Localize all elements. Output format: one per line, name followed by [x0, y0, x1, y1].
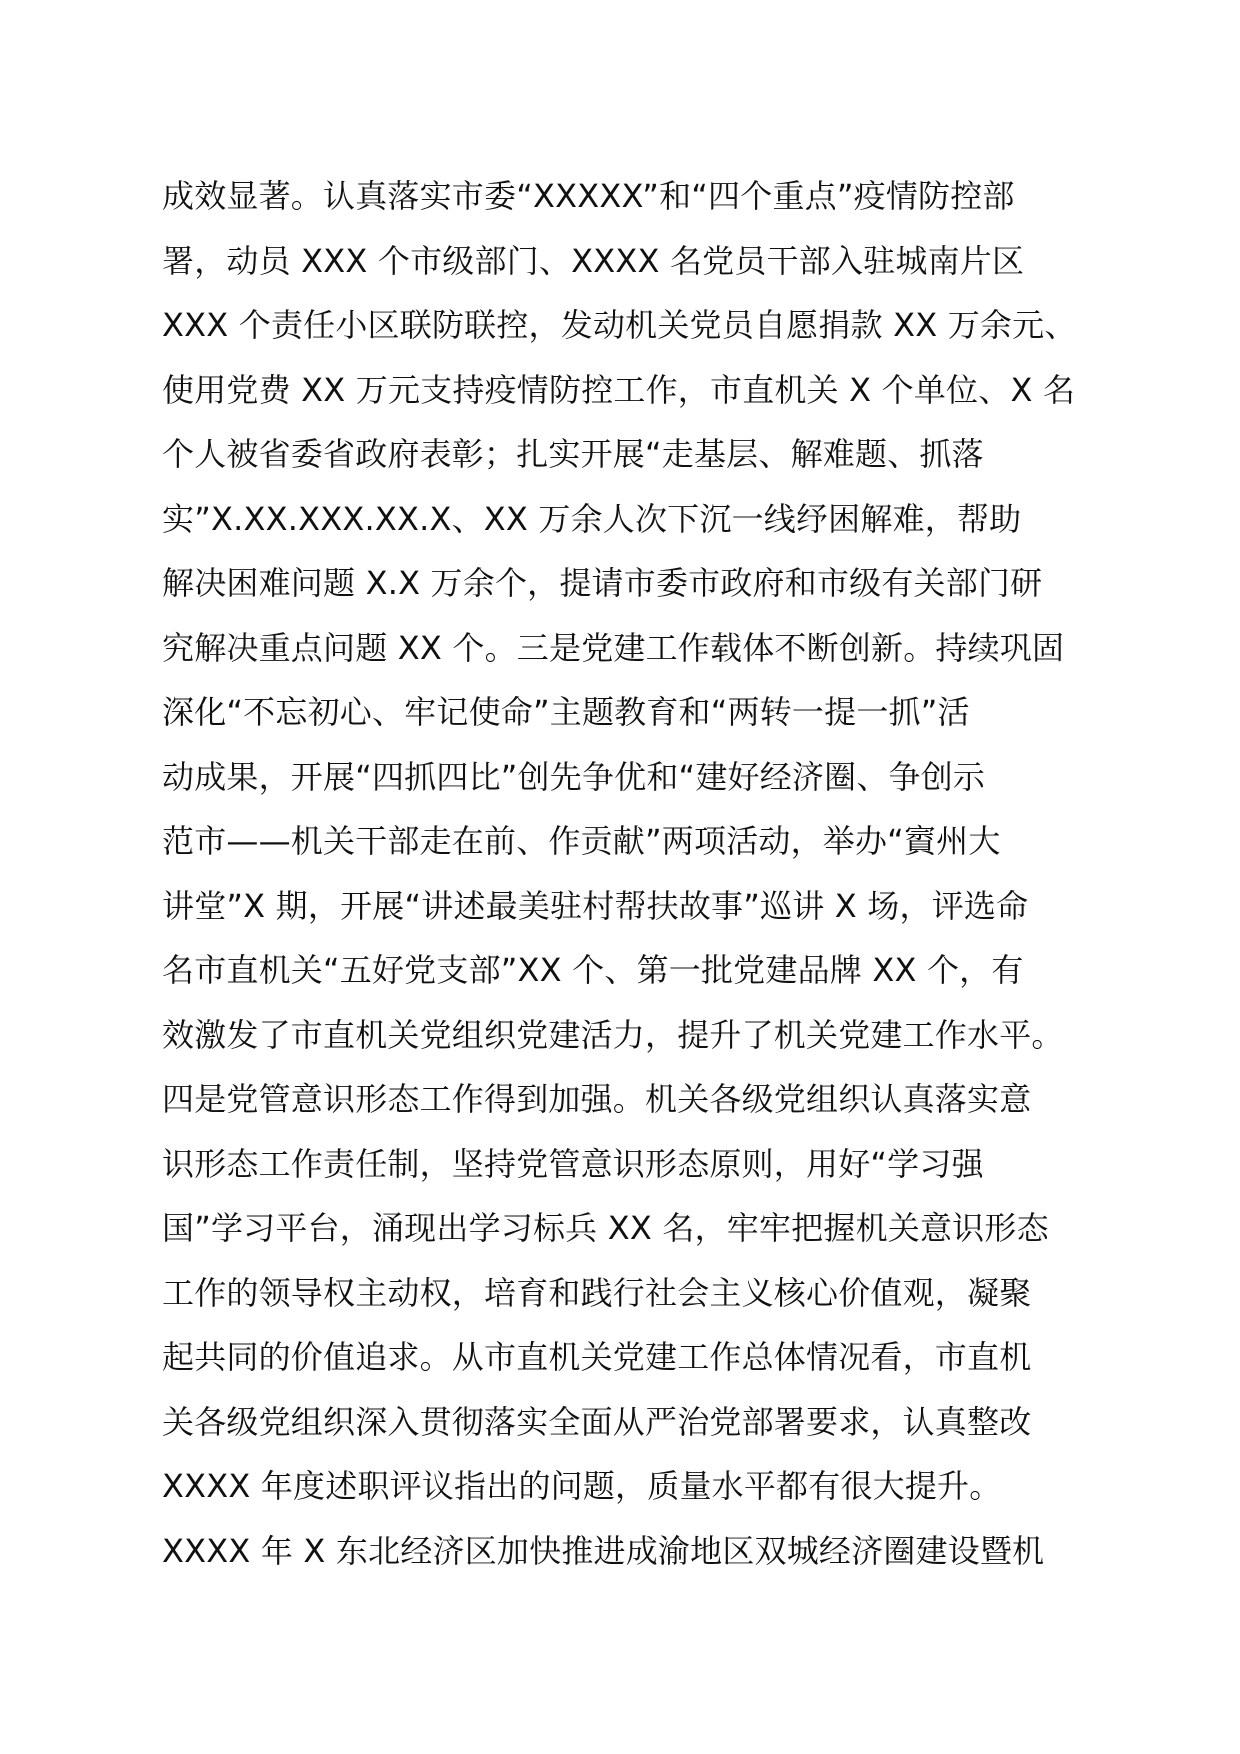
text-line: 究解决重点问题 XX 个。三是党建工作载体不断创新。持续巩固: [162, 628, 1065, 667]
text-line: XXXX 年度述职评议指出的问题，质量水平都有很大提升。: [162, 1467, 1002, 1505]
text-line: 个人被省委省政府表彰；扎实开展“走基层、解难题、抓落: [162, 435, 984, 473]
text-line: 解决困难问题 X.X 万余个，提请市委市政府和市级有关部门研: [162, 564, 1043, 602]
text-line: XXX 个责任小区联防联控，发动机关党员自愿捐款 XX 万余元、: [162, 306, 1077, 344]
text-line: 国”学习平台，涌现出学习标兵 XX 名，牢牢把握机关意识形态: [162, 1209, 1049, 1247]
text-line: 实”X.XX.XXX.XX.X、XX 万余人次下沉一线纾困解难，帮助: [162, 499, 1022, 538]
text-line: 起共同的价值追求。从市直机关党建工作总体情况看，市直机: [162, 1338, 1032, 1376]
text-line: 深化“不忘初心、牢记使命”主题教育和“两转一提一抓”活: [162, 693, 970, 731]
text-line: 使用党费 XX 万元支持疫情防控工作，市直机关 X 个单位、X 名: [162, 370, 1076, 409]
text-line: 署，动员 XXX 个市级部门、XXXX 名党员干部入驻城南片区: [162, 241, 1025, 280]
text-line: 讲堂”X 期，开展“讲述最美驻村帮扶故事”巡讲 X 场，评选命: [162, 886, 1029, 925]
text-line: 效激发了市直机关党组织党建活力，提升了机关党建工作水平。: [162, 1015, 1064, 1054]
text-line: 识形态工作责任制，坚持党管意识形态原则，用好“学习强: [162, 1144, 984, 1183]
text-line: 成效显著。认真落实市委“XXXXX”和“四个重点”疫情防控部: [162, 177, 1015, 215]
text-line: 四是党管意识形态工作得到加强。机关各级党组织认真落实意: [162, 1080, 1032, 1118]
text-line: 范市——机关干部走在前、作贡献”两项活动，举办“賨州大: [162, 822, 1001, 860]
text-line: 名市直机关“五好党支部”XX 个、第一批党建品牌 XX 个，有: [162, 951, 1024, 989]
text-line: 关各级党组织深入贯彻落实全面从严治党部署要求，认真整改: [162, 1402, 1032, 1441]
text-line: XXXX 年 X 东北经济区加快推进成渝地区双城经济圈建设暨机: [162, 1531, 1045, 1570]
text-line: 动成果，开展“四抓四比”创先争优和“建好经济圈、争创示: [162, 757, 986, 796]
text-line: 工作的领导权主动权，培育和践行社会主义核心价值观，凝聚: [162, 1273, 1032, 1312]
body-paragraph: [162, 164, 1102, 1583]
